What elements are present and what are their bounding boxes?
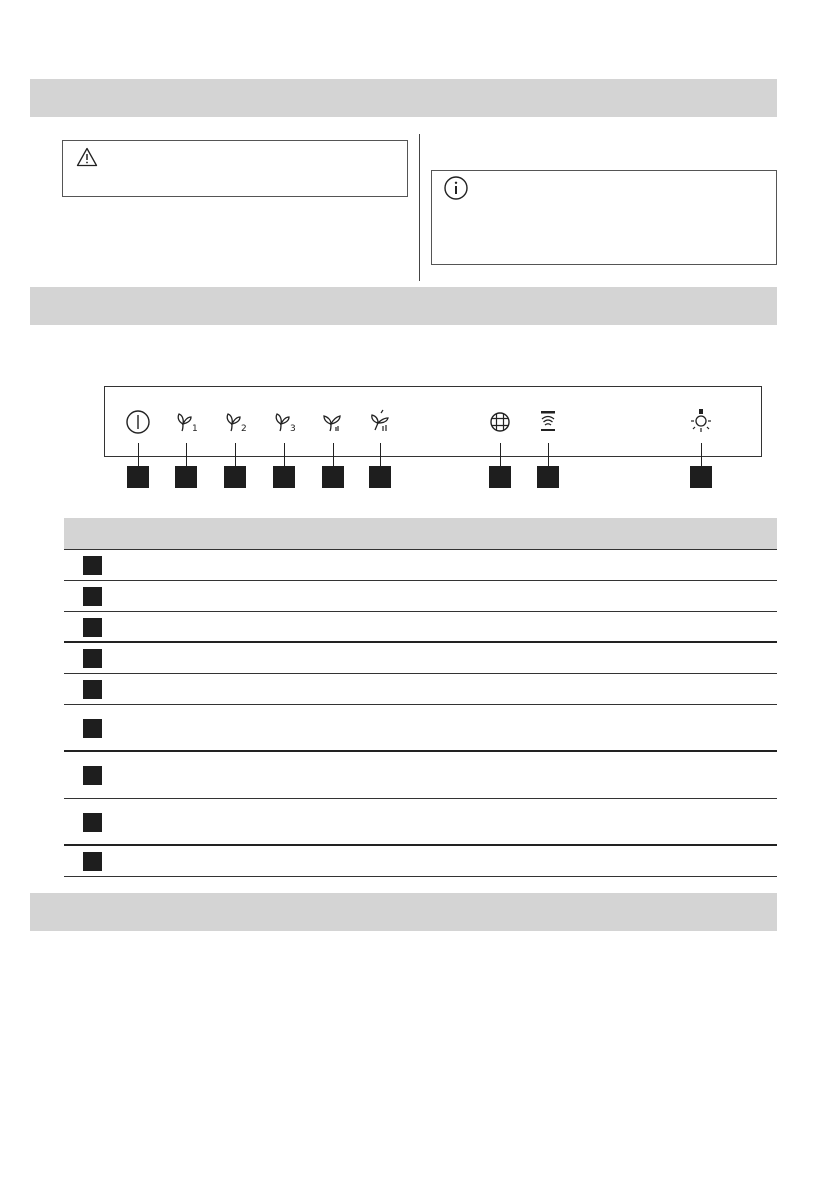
section-header-band-3 bbox=[30, 893, 777, 931]
callout-line bbox=[186, 443, 187, 466]
section-header-band-1 bbox=[30, 79, 777, 117]
svg-text:3: 3 bbox=[290, 424, 296, 434]
callout-line bbox=[701, 443, 702, 466]
section-header-band-2 bbox=[30, 287, 777, 325]
info-box bbox=[431, 170, 777, 265]
callout-marker bbox=[690, 466, 712, 488]
hob-to-hood-wireless-icon[interactable] bbox=[534, 408, 562, 436]
row-marker bbox=[83, 680, 102, 699]
svg-text:1: 1 bbox=[192, 424, 198, 434]
callout-line bbox=[235, 443, 236, 466]
callout-marker bbox=[224, 466, 246, 488]
control-panel bbox=[104, 386, 762, 457]
row-marker bbox=[83, 813, 102, 832]
table-row bbox=[64, 581, 777, 612]
svg-text:2: 2 bbox=[241, 424, 247, 434]
callout-line bbox=[284, 443, 285, 466]
callout-marker bbox=[537, 466, 559, 488]
row-marker bbox=[83, 618, 102, 637]
table-row bbox=[64, 705, 777, 752]
callout-line bbox=[333, 443, 334, 466]
power-icon[interactable] bbox=[124, 408, 152, 436]
table-row bbox=[64, 643, 777, 674]
callout-marker bbox=[273, 466, 295, 488]
table-row bbox=[64, 674, 777, 705]
table-row bbox=[64, 752, 777, 799]
row-marker bbox=[83, 649, 102, 668]
fan-speed-3-icon[interactable] bbox=[270, 408, 298, 436]
warning-box bbox=[62, 140, 408, 197]
table-row bbox=[64, 550, 777, 581]
table-row bbox=[64, 846, 777, 877]
callout-marker bbox=[369, 466, 391, 488]
row-marker bbox=[83, 587, 102, 606]
row-marker bbox=[83, 719, 102, 738]
row-marker bbox=[83, 556, 102, 575]
connectivity-grid-icon[interactable] bbox=[486, 408, 514, 436]
info-circle-icon bbox=[443, 175, 469, 201]
light-icon[interactable] bbox=[687, 408, 715, 436]
table-row bbox=[64, 612, 777, 643]
row-marker bbox=[83, 766, 102, 785]
callout-line bbox=[138, 443, 139, 466]
column-divider bbox=[419, 134, 420, 281]
callout-line bbox=[380, 443, 381, 466]
callout-marker bbox=[175, 466, 197, 488]
callout-marker bbox=[489, 466, 511, 488]
table-header bbox=[64, 518, 777, 550]
fan-boost-icon[interactable] bbox=[366, 408, 394, 436]
fan-speed-4-icon[interactable] bbox=[319, 408, 347, 436]
controls-table bbox=[64, 518, 777, 877]
callout-marker bbox=[322, 466, 344, 488]
table-row bbox=[64, 799, 777, 846]
fan-speed-1-icon[interactable] bbox=[172, 408, 200, 436]
callout-line bbox=[548, 443, 549, 466]
callout-line bbox=[500, 443, 501, 466]
row-marker bbox=[83, 852, 102, 871]
fan-speed-2-icon[interactable] bbox=[221, 408, 249, 436]
callout-marker bbox=[127, 466, 149, 488]
warning-triangle-icon bbox=[76, 147, 98, 167]
